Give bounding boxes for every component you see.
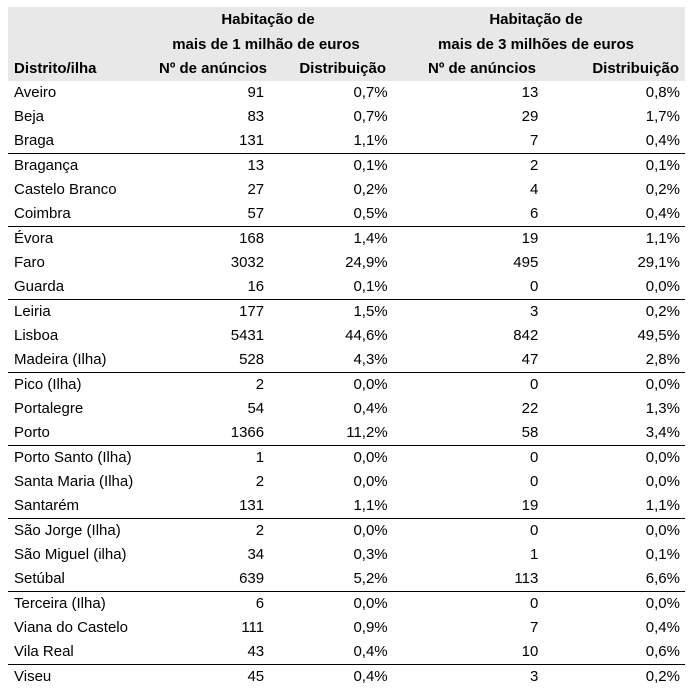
distribution-3m: 1,7%	[539, 105, 685, 129]
count-1m: 131	[170, 129, 267, 154]
table-header	[8, 7, 685, 81]
table-row	[8, 543, 685, 567]
district-name: Santarém	[8, 494, 170, 519]
table-row	[8, 616, 685, 640]
distribution-3m: 1,1%	[539, 494, 685, 519]
count-3m: 113	[390, 567, 540, 592]
distribution-3m: 0,4%	[539, 616, 685, 640]
distribution-1m: 0,1%	[267, 154, 390, 179]
count-1m: 639	[170, 567, 267, 592]
group1-title-line2: mais de 1 milhão de euros	[172, 36, 360, 54]
distribution-1m: 1,1%	[267, 494, 390, 519]
table-row	[8, 592, 685, 617]
district-name: São Miguel (ilha)	[8, 543, 170, 567]
district-name: Terceira (Ilha)	[8, 592, 170, 617]
distribution-1m: 1,1%	[267, 129, 390, 154]
district-name: Castelo Branco	[8, 178, 170, 202]
table-row	[8, 348, 685, 373]
district-name: Lisboa	[8, 324, 170, 348]
distribution-3m: 0,0%	[539, 592, 685, 617]
district-name: Santa Maria (Ilha)	[8, 470, 170, 494]
count-1m: 45	[170, 665, 267, 689]
district-name: Porto Santo (Ilha)	[8, 446, 170, 471]
district-name: Aveiro	[8, 81, 170, 105]
distribution-3m: 6,6%	[539, 567, 685, 592]
count-1m: 83	[170, 105, 267, 129]
count-1m: 111	[170, 616, 267, 640]
column-header-count-3m: Nº de anúncios	[388, 60, 536, 78]
table-row	[8, 300, 685, 325]
count-3m: 0	[390, 519, 540, 544]
count-1m: 13	[170, 154, 267, 179]
table-body	[8, 81, 685, 689]
table-row	[8, 567, 685, 592]
distribution-3m: 0,0%	[539, 519, 685, 544]
district-name: Pico (Ilha)	[8, 373, 170, 398]
distribution-3m: 0,2%	[539, 665, 685, 689]
distribution-3m: 49,5%	[539, 324, 685, 348]
district-name: São Jorge (Ilha)	[8, 519, 170, 544]
distribution-1m: 44,6%	[267, 324, 390, 348]
district-name: Leiria	[8, 300, 170, 325]
count-1m: 131	[170, 494, 267, 519]
distribution-1m: 0,2%	[267, 178, 390, 202]
table-row	[8, 373, 685, 398]
count-3m: 2	[390, 154, 540, 179]
count-3m: 0	[390, 446, 540, 471]
district-name: Setúbal	[8, 567, 170, 592]
count-1m: 91	[170, 81, 267, 105]
count-3m: 4	[390, 178, 540, 202]
table-row	[8, 421, 685, 446]
district-name: Bragança	[8, 154, 170, 179]
count-1m: 57	[170, 202, 267, 227]
district-name: Vila Real	[8, 640, 170, 665]
count-3m: 7	[390, 616, 540, 640]
count-3m: 3	[390, 665, 540, 689]
distribution-3m: 29,1%	[539, 251, 685, 275]
distribution-1m: 0,0%	[267, 470, 390, 494]
count-1m: 1366	[170, 421, 267, 446]
count-3m: 22	[390, 397, 540, 421]
distribution-1m: 4,3%	[267, 348, 390, 373]
distribution-3m: 0,0%	[539, 470, 685, 494]
count-3m: 0	[390, 592, 540, 617]
data-table	[8, 81, 685, 689]
table-row	[8, 519, 685, 544]
district-name: Portalegre	[8, 397, 170, 421]
count-1m: 16	[170, 275, 267, 300]
table-row	[8, 640, 685, 665]
count-3m: 7	[390, 129, 540, 154]
distribution-1m: 1,4%	[267, 227, 390, 252]
count-1m: 43	[170, 640, 267, 665]
count-3m: 0	[390, 470, 540, 494]
district-name: Faro	[8, 251, 170, 275]
district-name: Coimbra	[8, 202, 170, 227]
count-3m: 58	[390, 421, 540, 446]
district-name: Braga	[8, 129, 170, 154]
count-1m: 2	[170, 519, 267, 544]
count-3m: 0	[390, 275, 540, 300]
group2-title-line1: Habitação de	[489, 11, 582, 29]
count-3m: 6	[390, 202, 540, 227]
table-row	[8, 129, 685, 154]
district-name: Porto	[8, 421, 170, 446]
count-3m: 19	[390, 227, 540, 252]
distribution-3m: 0,8%	[539, 81, 685, 105]
distribution-3m: 0,1%	[539, 543, 685, 567]
distribution-3m: 0,0%	[539, 446, 685, 471]
count-3m: 0	[390, 373, 540, 398]
table-row	[8, 251, 685, 275]
district-name: Évora	[8, 227, 170, 252]
column-header-count-1m: Nº de anúncios	[128, 60, 267, 78]
distribution-3m: 2,8%	[539, 348, 685, 373]
distribution-1m: 0,3%	[267, 543, 390, 567]
count-1m: 177	[170, 300, 267, 325]
distribution-1m: 0,9%	[267, 616, 390, 640]
table-row	[8, 494, 685, 519]
count-1m: 3032	[170, 251, 267, 275]
table-row	[8, 105, 685, 129]
table-row	[8, 470, 685, 494]
count-3m: 13	[390, 81, 540, 105]
distribution-3m: 0,2%	[539, 300, 685, 325]
table-row	[8, 227, 685, 252]
count-1m: 2	[170, 470, 267, 494]
distribution-3m: 0,6%	[539, 640, 685, 665]
table-row	[8, 154, 685, 179]
distribution-3m: 3,4%	[539, 421, 685, 446]
distribution-1m: 0,0%	[267, 592, 390, 617]
district-name: Viseu	[8, 665, 170, 689]
count-1m: 54	[170, 397, 267, 421]
distribution-1m: 0,0%	[267, 373, 390, 398]
distribution-3m: 0,2%	[539, 178, 685, 202]
distribution-1m: 0,0%	[267, 519, 390, 544]
distribution-1m: 0,5%	[267, 202, 390, 227]
count-1m: 27	[170, 178, 267, 202]
count-3m: 495	[390, 251, 540, 275]
count-3m: 10	[390, 640, 540, 665]
distribution-3m: 0,4%	[539, 129, 685, 154]
table-row	[8, 275, 685, 300]
count-3m: 47	[390, 348, 540, 373]
distribution-1m: 0,7%	[267, 105, 390, 129]
table-row	[8, 81, 685, 105]
distribution-3m: 1,3%	[539, 397, 685, 421]
column-header-district: Distrito/ilha	[14, 60, 97, 78]
distribution-3m: 0,0%	[539, 275, 685, 300]
count-3m: 1	[390, 543, 540, 567]
distribution-1m: 0,7%	[267, 81, 390, 105]
count-1m: 34	[170, 543, 267, 567]
district-name: Beja	[8, 105, 170, 129]
distribution-1m: 11,2%	[267, 421, 390, 446]
distribution-3m: 0,4%	[539, 202, 685, 227]
group1-title-line1: Habitação de	[221, 11, 314, 29]
distribution-1m: 0,4%	[267, 665, 390, 689]
table-row	[8, 178, 685, 202]
district-name: Viana do Castelo	[8, 616, 170, 640]
district-name: Madeira (Ilha)	[8, 348, 170, 373]
count-1m: 168	[170, 227, 267, 252]
count-1m: 6	[170, 592, 267, 617]
distribution-3m: 1,1%	[539, 227, 685, 252]
distribution-3m: 0,0%	[539, 373, 685, 398]
distribution-1m: 0,4%	[267, 397, 390, 421]
count-3m: 29	[390, 105, 540, 129]
distribution-1m: 0,1%	[267, 275, 390, 300]
table-row	[8, 202, 685, 227]
distribution-1m: 1,5%	[267, 300, 390, 325]
count-3m: 842	[390, 324, 540, 348]
column-header-distribution-3m: Distribuição	[538, 60, 679, 78]
count-1m: 528	[170, 348, 267, 373]
count-1m: 1	[170, 446, 267, 471]
count-3m: 19	[390, 494, 540, 519]
group2-title-line2: mais de 3 milhões de euros	[438, 36, 634, 54]
distribution-1m: 0,4%	[267, 640, 390, 665]
table-row	[8, 324, 685, 348]
table-row	[8, 665, 685, 689]
table-row	[8, 397, 685, 421]
count-1m: 2	[170, 373, 267, 398]
district-name: Guarda	[8, 275, 170, 300]
table-row	[8, 446, 685, 471]
column-header-distribution-1m: Distribuição	[268, 60, 386, 78]
count-1m: 5431	[170, 324, 267, 348]
distribution-1m: 24,9%	[267, 251, 390, 275]
distribution-1m: 5,2%	[267, 567, 390, 592]
distribution-3m: 0,1%	[539, 154, 685, 179]
distribution-1m: 0,0%	[267, 446, 390, 471]
count-3m: 3	[390, 300, 540, 325]
